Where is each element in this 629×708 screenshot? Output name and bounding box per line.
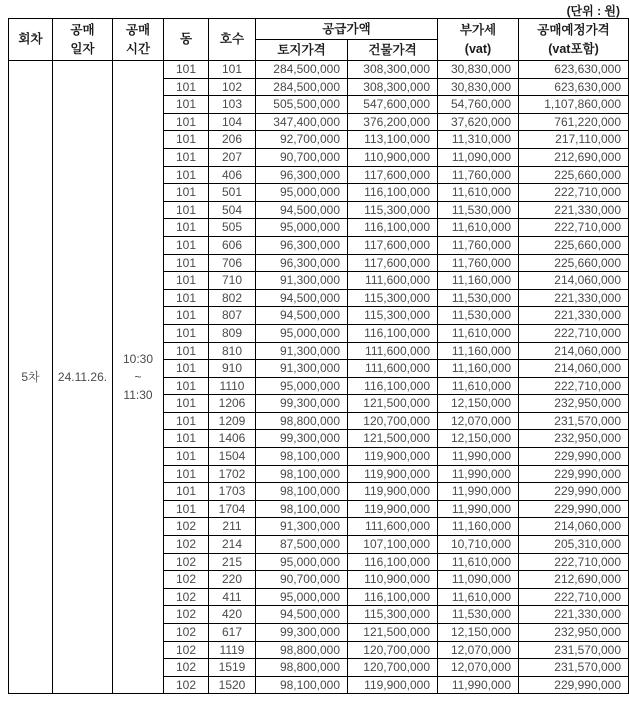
land-price-cell: 98,100,000: [256, 448, 348, 466]
expected-price-cell: 231,570,000: [519, 412, 629, 430]
building-price-cell: 120,700,000: [348, 641, 438, 659]
building-price-cell: 110,900,000: [348, 148, 438, 166]
land-price-cell: 284,500,000: [256, 61, 348, 79]
land-price-cell: 95,000,000: [256, 324, 348, 342]
building-cell: 101: [164, 448, 209, 466]
vat-cell: 11,160,000: [438, 360, 519, 378]
building-cell: 101: [164, 483, 209, 501]
vat-cell: 12,070,000: [438, 641, 519, 659]
col-header-supply-value: 공급가액: [256, 19, 438, 40]
building-cell: 101: [164, 113, 209, 131]
unit-no-cell: 501: [209, 184, 256, 202]
col-header-unit-no: 호수: [209, 19, 256, 61]
building-price-cell: 111,600,000: [348, 272, 438, 290]
building-cell: 102: [164, 676, 209, 694]
land-price-cell: 95,000,000: [256, 553, 348, 571]
unit-no-cell: 1504: [209, 448, 256, 466]
col-header-expected-price: [519, 19, 629, 61]
building-price-cell: 110,900,000: [348, 571, 438, 589]
vat-cell: 30,830,000: [438, 78, 519, 96]
building-cell: 101: [164, 430, 209, 448]
building-cell: 102: [164, 536, 209, 554]
col-header-land-price: 토지가격: [256, 40, 348, 61]
building-price-cell: 116,100,000: [348, 184, 438, 202]
auction-date-cell: 24.11.26.: [53, 61, 113, 694]
col-header-building-price: 건물가격: [348, 40, 438, 61]
unit-no-cell: 1206: [209, 395, 256, 413]
land-price-cell: 95,000,000: [256, 184, 348, 202]
unit-no-cell: 809: [209, 324, 256, 342]
building-price-cell: 120,700,000: [348, 659, 438, 677]
building-price-cell: 116,100,000: [348, 588, 438, 606]
col-header-auction-time: [113, 19, 164, 61]
expected-price-cell: 225,660,000: [519, 254, 629, 272]
col-header-auction-time-line2: 시간: [125, 41, 151, 56]
expected-price-cell: 214,060,000: [519, 360, 629, 378]
expected-price-cell: 231,570,000: [519, 659, 629, 677]
vat-cell: 11,990,000: [438, 448, 519, 466]
vat-cell: 11,610,000: [438, 377, 519, 395]
building-price-cell: 117,600,000: [348, 166, 438, 184]
building-price-cell: 120,700,000: [348, 412, 438, 430]
building-price-cell: 117,600,000: [348, 236, 438, 254]
vat-cell: 11,610,000: [438, 588, 519, 606]
land-price-cell: 94,500,000: [256, 606, 348, 624]
building-cell: 101: [164, 61, 209, 79]
unit-no-cell: 211: [209, 518, 256, 536]
expected-price-cell: 222,710,000: [519, 324, 629, 342]
expected-price-cell: 229,990,000: [519, 676, 629, 694]
vat-cell: 11,310,000: [438, 131, 519, 149]
unit-no-cell: 504: [209, 201, 256, 219]
unit-no-cell: 710: [209, 272, 256, 290]
unit-no-cell: 215: [209, 553, 256, 571]
vat-cell: 12,070,000: [438, 412, 519, 430]
building-price-cell: 107,100,000: [348, 536, 438, 554]
expected-price-cell: 222,710,000: [519, 184, 629, 202]
vat-cell: 11,990,000: [438, 483, 519, 501]
building-price-cell: 119,900,000: [348, 483, 438, 501]
land-price-cell: 98,800,000: [256, 412, 348, 430]
vat-cell: 11,990,000: [438, 500, 519, 518]
building-price-cell: 121,500,000: [348, 430, 438, 448]
land-price-cell: 91,300,000: [256, 518, 348, 536]
building-cell: 101: [164, 254, 209, 272]
col-header-expected-price-line2: (vat포함): [548, 41, 599, 56]
expected-price-cell: 1,107,860,000: [519, 96, 629, 114]
land-price-cell: 95,000,000: [256, 377, 348, 395]
expected-price-cell: 232,950,000: [519, 624, 629, 642]
col-header-vat: [438, 19, 519, 61]
building-cell: 101: [164, 324, 209, 342]
land-price-cell: 505,500,000: [256, 96, 348, 114]
unit-no-cell: 1702: [209, 465, 256, 483]
vat-cell: 11,160,000: [438, 272, 519, 290]
unit-no-cell: 706: [209, 254, 256, 272]
vat-cell: 54,760,000: [438, 96, 519, 114]
vat-cell: 11,090,000: [438, 571, 519, 589]
building-cell: 101: [164, 342, 209, 360]
vat-cell: 12,150,000: [438, 624, 519, 642]
vat-cell: 30,830,000: [438, 61, 519, 79]
land-price-cell: 96,300,000: [256, 254, 348, 272]
land-price-cell: 94,500,000: [256, 201, 348, 219]
land-price-cell: 96,300,000: [256, 236, 348, 254]
building-cell: 102: [164, 518, 209, 536]
building-cell: 102: [164, 606, 209, 624]
col-header-auction-date: [53, 19, 113, 61]
unit-no-cell: 617: [209, 624, 256, 642]
col-header-expected-price-line1: 공매예정가격: [537, 23, 610, 38]
land-price-cell: 284,500,000: [256, 78, 348, 96]
land-price-cell: 98,100,000: [256, 465, 348, 483]
land-price-cell: 98,100,000: [256, 500, 348, 518]
building-cell: 102: [164, 553, 209, 571]
unit-no-cell: 606: [209, 236, 256, 254]
building-price-cell: 115,300,000: [348, 201, 438, 219]
land-price-cell: 99,300,000: [256, 624, 348, 642]
building-cell: 101: [164, 148, 209, 166]
unit-no-cell: 1119: [209, 641, 256, 659]
building-cell: 101: [164, 219, 209, 237]
col-header-auction-time-line1: 공매: [125, 23, 151, 38]
building-cell: 102: [164, 641, 209, 659]
land-price-cell: 98,100,000: [256, 676, 348, 694]
building-price-cell: 119,900,000: [348, 676, 438, 694]
unit-no-cell: 220: [209, 571, 256, 589]
unit-no-cell: 214: [209, 536, 256, 554]
unit-no-cell: 1209: [209, 412, 256, 430]
building-cell: 102: [164, 588, 209, 606]
expected-price-cell: 221,330,000: [519, 606, 629, 624]
unit-no-cell: 1519: [209, 659, 256, 677]
land-price-cell: 95,000,000: [256, 588, 348, 606]
unit-no-cell: 104: [209, 113, 256, 131]
unit-no-cell: 802: [209, 289, 256, 307]
building-cell: 101: [164, 236, 209, 254]
building-price-cell: 308,300,000: [348, 78, 438, 96]
building-cell: 101: [164, 96, 209, 114]
unit-no-cell: 101: [209, 61, 256, 79]
expected-price-cell: 231,570,000: [519, 641, 629, 659]
expected-price-cell: 623,630,000: [519, 78, 629, 96]
vat-cell: 12,070,000: [438, 659, 519, 677]
expected-price-cell: 229,990,000: [519, 483, 629, 501]
col-header-round: 회차: [9, 19, 53, 61]
unit-no-cell: 505: [209, 219, 256, 237]
vat-cell: 11,990,000: [438, 465, 519, 483]
vat-cell: 11,530,000: [438, 289, 519, 307]
auction-price-table: [8, 18, 629, 694]
building-cell: 101: [164, 272, 209, 290]
round-cell: 5차: [9, 61, 53, 694]
building-cell: 101: [164, 131, 209, 149]
building-cell: 101: [164, 289, 209, 307]
expected-price-cell: 232,950,000: [519, 395, 629, 413]
building-cell: 101: [164, 307, 209, 325]
land-price-cell: 98,800,000: [256, 641, 348, 659]
land-price-cell: 94,500,000: [256, 289, 348, 307]
building-price-cell: 119,900,000: [348, 500, 438, 518]
land-price-cell: 98,100,000: [256, 483, 348, 501]
unit-no-cell: 807: [209, 307, 256, 325]
building-cell: 101: [164, 78, 209, 96]
unit-no-cell: 1703: [209, 483, 256, 501]
vat-cell: 11,760,000: [438, 254, 519, 272]
col-header-auction-date-line1: 공매: [70, 23, 95, 38]
expected-price-cell: 212,690,000: [519, 571, 629, 589]
expected-price-cell: 214,060,000: [519, 518, 629, 536]
unit-no-cell: 103: [209, 96, 256, 114]
expected-price-cell: 222,710,000: [519, 219, 629, 237]
expected-price-cell: 222,710,000: [519, 553, 629, 571]
col-header-vat-line2: (vat): [464, 41, 492, 56]
building-cell: 102: [164, 624, 209, 642]
expected-price-cell: 217,110,000: [519, 131, 629, 149]
land-price-cell: 96,300,000: [256, 166, 348, 184]
expected-price-cell: 205,310,000: [519, 536, 629, 554]
unit-no-cell: 1704: [209, 500, 256, 518]
building-cell: 101: [164, 465, 209, 483]
vat-cell: 11,530,000: [438, 201, 519, 219]
land-price-cell: 91,300,000: [256, 360, 348, 378]
building-price-cell: 121,500,000: [348, 395, 438, 413]
vat-cell: 12,150,000: [438, 430, 519, 448]
building-price-cell: 117,600,000: [348, 254, 438, 272]
expected-price-cell: 214,060,000: [519, 272, 629, 290]
unit-no-cell: 1110: [209, 377, 256, 395]
building-cell: 101: [164, 360, 209, 378]
unit-label: (단위 : 원): [566, 4, 620, 18]
auction-time-cell: 10:30 ~ 11:30: [113, 61, 164, 694]
vat-cell: 11,610,000: [438, 324, 519, 342]
expected-price-cell: 222,710,000: [519, 377, 629, 395]
expected-price-cell: 222,710,000: [519, 588, 629, 606]
vat-cell: 11,160,000: [438, 342, 519, 360]
building-price-cell: 116,100,000: [348, 324, 438, 342]
col-header-auction-date-line2: 일자: [70, 41, 95, 56]
land-price-cell: 90,700,000: [256, 571, 348, 589]
building-price-cell: 116,100,000: [348, 553, 438, 571]
unit-no-cell: 102: [209, 78, 256, 96]
building-cell: 101: [164, 395, 209, 413]
building-cell: 101: [164, 201, 209, 219]
vat-cell: 11,610,000: [438, 219, 519, 237]
expected-price-cell: 221,330,000: [519, 307, 629, 325]
table-header: [9, 19, 629, 61]
expected-price-cell: 214,060,000: [519, 342, 629, 360]
vat-cell: 11,760,000: [438, 166, 519, 184]
vat-cell: 11,530,000: [438, 307, 519, 325]
building-cell: 102: [164, 571, 209, 589]
land-price-cell: 92,700,000: [256, 131, 348, 149]
expected-price-cell: 761,220,000: [519, 113, 629, 131]
building-price-cell: 111,600,000: [348, 342, 438, 360]
building-price-cell: 113,100,000: [348, 131, 438, 149]
building-price-cell: 376,200,000: [348, 113, 438, 131]
unit-no-cell: 910: [209, 360, 256, 378]
vat-cell: 11,160,000: [438, 518, 519, 536]
col-header-vat-line1: 부가세: [459, 23, 497, 38]
table-row: [9, 61, 629, 79]
building-price-cell: 121,500,000: [348, 624, 438, 642]
building-price-cell: 115,300,000: [348, 289, 438, 307]
unit-no-cell: 206: [209, 131, 256, 149]
vat-cell: 10,710,000: [438, 536, 519, 554]
building-price-cell: 116,100,000: [348, 377, 438, 395]
building-price-cell: 119,900,000: [348, 448, 438, 466]
unit-no-cell: 1406: [209, 430, 256, 448]
land-price-cell: 90,700,000: [256, 148, 348, 166]
unit-no-cell: 406: [209, 166, 256, 184]
unit-no-cell: 810: [209, 342, 256, 360]
vat-cell: 11,760,000: [438, 236, 519, 254]
land-price-cell: 347,400,000: [256, 113, 348, 131]
expected-price-cell: 623,630,000: [519, 61, 629, 79]
building-price-cell: 547,600,000: [348, 96, 438, 114]
unit-no-cell: 207: [209, 148, 256, 166]
land-price-cell: 99,300,000: [256, 395, 348, 413]
vat-cell: 11,090,000: [438, 148, 519, 166]
building-price-cell: 115,300,000: [348, 307, 438, 325]
vat-cell: 11,610,000: [438, 553, 519, 571]
expected-price-cell: 225,660,000: [519, 166, 629, 184]
land-price-cell: 98,800,000: [256, 659, 348, 677]
expected-price-cell: 232,950,000: [519, 430, 629, 448]
building-price-cell: 116,100,000: [348, 219, 438, 237]
land-price-cell: 87,500,000: [256, 536, 348, 554]
land-price-cell: 94,500,000: [256, 307, 348, 325]
land-price-cell: 99,300,000: [256, 430, 348, 448]
building-price-cell: 119,900,000: [348, 465, 438, 483]
building-cell: 101: [164, 166, 209, 184]
building-cell: 101: [164, 377, 209, 395]
unit-no-cell: 420: [209, 606, 256, 624]
land-price-cell: 95,000,000: [256, 219, 348, 237]
land-price-cell: 91,300,000: [256, 272, 348, 290]
building-cell: 101: [164, 500, 209, 518]
col-header-building: 동: [164, 19, 209, 61]
unit-no-cell: 1520: [209, 676, 256, 694]
expected-price-cell: 229,990,000: [519, 465, 629, 483]
expected-price-cell: 212,690,000: [519, 148, 629, 166]
expected-price-cell: 221,330,000: [519, 201, 629, 219]
land-price-cell: 91,300,000: [256, 342, 348, 360]
vat-cell: 37,620,000: [438, 113, 519, 131]
vat-cell: 11,530,000: [438, 606, 519, 624]
expected-price-cell: 225,660,000: [519, 236, 629, 254]
vat-cell: 11,990,000: [438, 676, 519, 694]
expected-price-cell: 229,990,000: [519, 500, 629, 518]
building-cell: 102: [164, 659, 209, 677]
auction-table-body: [9, 61, 629, 694]
building-cell: 101: [164, 412, 209, 430]
building-cell: 101: [164, 184, 209, 202]
building-price-cell: 115,300,000: [348, 606, 438, 624]
vat-cell: 12,150,000: [438, 395, 519, 413]
building-price-cell: 111,600,000: [348, 360, 438, 378]
header-row-1: [9, 19, 629, 40]
building-price-cell: 111,600,000: [348, 518, 438, 536]
expected-price-cell: 221,330,000: [519, 289, 629, 307]
building-price-cell: 308,300,000: [348, 61, 438, 79]
vat-cell: 11,610,000: [438, 184, 519, 202]
expected-price-cell: 229,990,000: [519, 448, 629, 466]
unit-no-cell: 411: [209, 588, 256, 606]
